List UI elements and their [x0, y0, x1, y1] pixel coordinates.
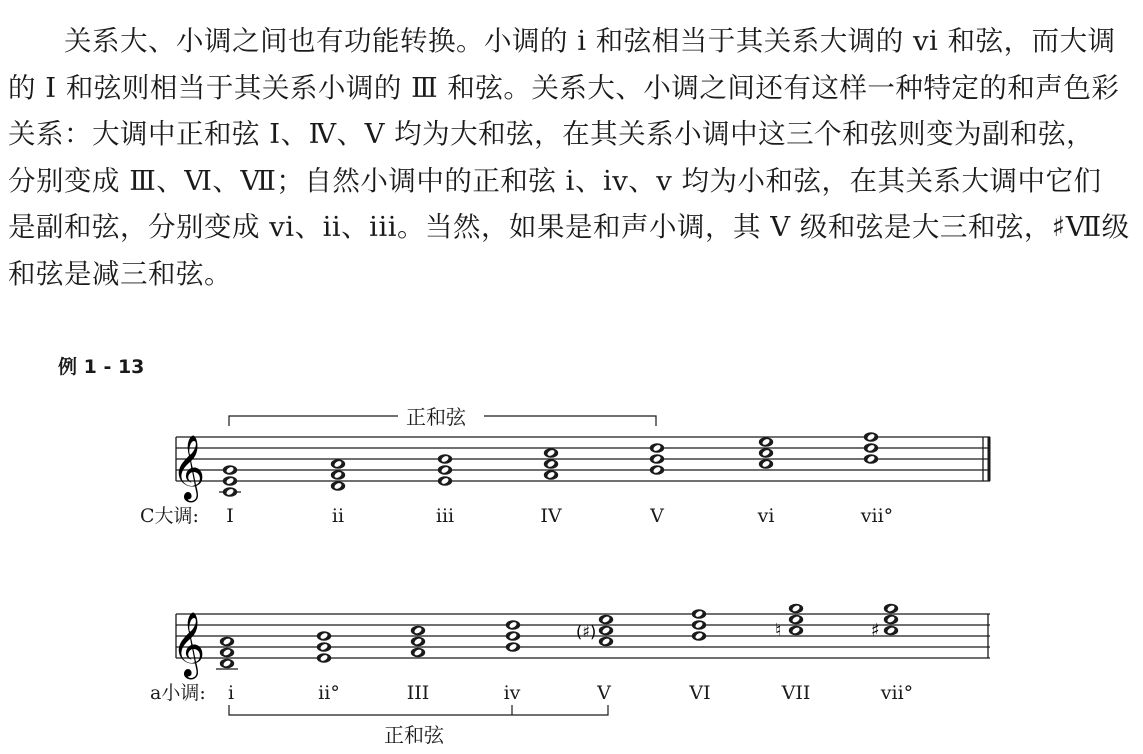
minor-chord-label: VII — [781, 682, 811, 704]
minor-chord-label: ii° — [318, 682, 340, 704]
sharp-accidental-icon: ♯ — [871, 620, 880, 641]
sharp-accidental-icon: (♯) — [576, 622, 597, 641]
minor-chord-label: iv — [503, 682, 521, 704]
minor-bracket — [229, 705, 608, 747]
major-chord-label: vi — [757, 505, 775, 527]
major-bracket — [229, 405, 656, 429]
minor-staff — [150, 604, 990, 747]
major-chord-label: I — [226, 505, 234, 527]
paragraph-line: 关系：大调中正和弦 Ⅰ、Ⅳ、Ⅴ 均为大和弦，在其关系小调中这三个和弦则变为副和弦， — [8, 118, 1095, 150]
major-chord-notes — [219, 432, 878, 497]
minor-chord-label: V — [597, 682, 611, 704]
major-chord-label: V — [650, 505, 664, 527]
minor-key-label: a小调: — [150, 682, 206, 704]
treble-clef-icon: 𝄞 — [172, 435, 206, 500]
paragraph-line: 是副和弦，分别变成 vi、ii、iii。当然，如果是和声小调，其 Ⅴ 级和弦是大三和弦，♯Ⅶ级 — [8, 211, 1130, 243]
minor-chord-label: i — [227, 682, 235, 704]
minor-bracket-label: 正和弦 — [384, 723, 444, 747]
major-chord-label: vii° — [860, 505, 894, 527]
minor-chord-label: III — [406, 682, 430, 704]
major-key-label: C大调: — [140, 505, 199, 527]
paragraph-line: 和弦是减三和弦。 — [8, 257, 232, 290]
major-staff — [140, 405, 990, 527]
major-chord-label: IV — [540, 505, 562, 527]
major-chord-label: iii — [435, 505, 455, 527]
paragraph-line: 关系大、小调之间也有功能转换。小调的 i 和弦相当于其关系大调的 vi 和弦，而大调 — [64, 25, 1116, 57]
treble-clef-icon: 𝄞 — [172, 612, 206, 677]
major-bracket-label: 正和弦 — [406, 405, 466, 429]
paragraph-line: 分别变成 Ⅲ、Ⅵ、Ⅶ；自然小调中的正和弦 i、iv、v 均为小和弦，在其关系大调中它们 — [8, 164, 1102, 197]
minor-chord-label: vii° — [880, 682, 914, 704]
paragraph-line: 的 Ⅰ 和弦则相当于其关系小调的 Ⅲ 和弦。关系大、小调之间还有这样一种特定的和声色彩 — [8, 71, 1120, 104]
major-chord-label: ii — [331, 505, 345, 527]
minor-chord-label: VI — [689, 682, 711, 704]
example-label: 例 1 - 13 — [58, 356, 145, 378]
natural-accidental-icon: ♮ — [775, 620, 782, 641]
